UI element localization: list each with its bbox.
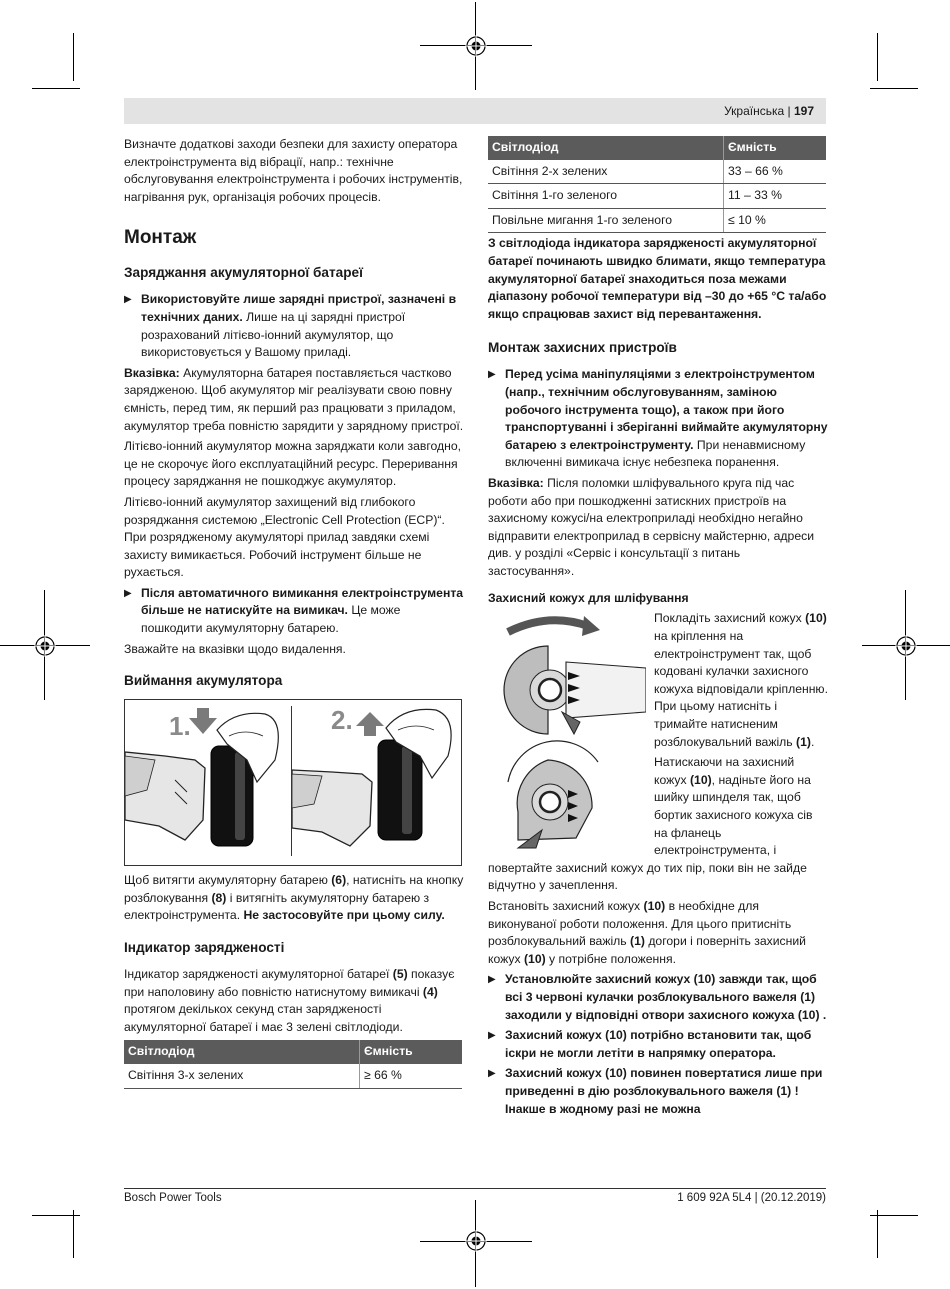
liion-paragraph-1: Літієво-іонний акумулятор можна заряджати коли завгодно, це не скорочує його експлуатаційний ресурс. Переривання процесу заряджання не пошкоджує акумулятор. xyxy=(124,439,462,489)
page-number: 197 xyxy=(793,104,814,118)
crop-mark xyxy=(877,33,878,81)
table-cell-capacity: 11 – 33 % xyxy=(724,184,827,209)
crop-mark xyxy=(73,1210,74,1258)
table-row xyxy=(488,160,826,184)
registration-target-icon xyxy=(465,1230,487,1252)
bullet-guard-cams: ▶ Установлюйте захисний кожух (10) завжди так, щоб всі 3 червоні кулачки розблокувального важеля (1) заходили у відповідні отвори захисного кожуха (10) . xyxy=(488,972,827,1022)
battery-removal-figure xyxy=(124,699,462,866)
battery-removal-step2-illustration xyxy=(292,700,461,865)
bullet-guard-rotate: ▶ Захисний кожух (10) повинен повертатися лише при приведенні в дію розблокувального важеля (1) ! Інакше в жодному разі не можна xyxy=(488,1066,823,1116)
bullet-auto-off: ▶ Після автоматичного вимикання електроінструмента більше не натискуйте на вимикач. Це може пошкодити акумуляторну батарею. xyxy=(124,585,464,636)
heading-charging: Заряджання акумуляторної батареї xyxy=(124,265,363,281)
battery-removal-step1-illustration xyxy=(125,700,291,865)
footer-rule xyxy=(124,1188,826,1189)
heading-indicator: Індикатор зарядженості xyxy=(124,940,285,956)
note-charging: Вказівка: Акумуляторна батарея поставляється частково зарядженою. Щоб акумулятор міг реалізувати свою повну ємність, перед тим, як перший раз працювати з приладом, акумулятор треба повністю зарядити у зарядному пристрої. xyxy=(124,365,464,433)
table-header-led: Світлодіод xyxy=(124,1040,360,1064)
disposal-paragraph: Зважайте на вказівки щодо видалення. xyxy=(124,641,346,656)
crop-mark xyxy=(32,88,80,89)
step-2-label: 2. xyxy=(331,705,353,736)
guard-mounting-illustration xyxy=(488,612,646,856)
capacity-table-left xyxy=(124,1040,462,1088)
table-cell-capacity: ≤ 10 % xyxy=(724,208,827,233)
table-header-capacity: Ємність xyxy=(360,1040,463,1064)
crop-mark xyxy=(877,1210,878,1258)
table-header-led: Світлодіод xyxy=(488,136,724,160)
intro-paragraph: Визначте додаткові заходи безпеки для захисту оператора електроінструмента від вібрації, напр.: технічне обслуговування електроінструмента і робочих інструментів, нагрівання рук, організація робочих процесів. xyxy=(124,137,463,204)
table-cell-led: Світіння 2-х зелених xyxy=(488,160,724,184)
bullet-triangle-icon: ▶ xyxy=(488,1068,496,1080)
bullet-triangle-icon: ▶ xyxy=(488,1030,496,1042)
registration-target-icon xyxy=(465,35,487,57)
crop-mark xyxy=(870,88,918,89)
header-bar xyxy=(124,98,826,124)
bullet-triangle-icon: ▶ xyxy=(124,294,132,306)
table-cell-led: Світіння 3-х зелених xyxy=(124,1064,360,1088)
bullet-triangle-icon: ▶ xyxy=(124,587,132,599)
crop-mark xyxy=(870,1215,918,1216)
crop-mark xyxy=(73,33,74,81)
right-column xyxy=(488,136,828,1121)
table-cell-capacity: 33 – 66 % xyxy=(724,160,827,184)
bullet-remove-battery: ▶ Перед усіма маніпуляціями з електроінструментом (напр., технічним обслуговуванням, заміною робочого інструмента тощо), а також при його транспортуванні і зберіганні виймайте акумуляторну батарею з електроінструменту. При ненавмисному включенні вимикача існує небезпека поранення. xyxy=(488,367,828,470)
table-header-row xyxy=(124,1040,462,1064)
heading-removal: Виймання акумулятора xyxy=(124,673,283,689)
table-cell-capacity: ≥ 66 % xyxy=(360,1064,463,1088)
left-column xyxy=(124,136,464,1089)
removal-paragraph: Щоб витягти акумуляторну батарею (6), натисніть на кнопку розблокування (8) і витягніть акумуляторну батарею з електроінструмента. Не застосовуйте при цьому силу. xyxy=(124,873,464,923)
bullet-guard-sparks: ▶ Захисний кожух (10) потрібно встановити так, щоб іскри не могли летіти в напрямку оператора. xyxy=(488,1028,812,1060)
table-cell-led: Повільне мигання 1-го зеленого xyxy=(488,208,724,233)
guard-paragraph-2: Натискаючи на захисний кожух (10), надіньте його на шийку шпинделя так, щоб бортик захисного кожуха сів на фланець електроінструмента, і повертайте захисний кожух до тих пір, поки він не зайде відчутно у зачеплення. xyxy=(488,755,813,893)
registration-target-icon xyxy=(895,635,917,657)
table-row xyxy=(488,208,826,233)
guard-paragraph-3: Встановіть захисний кожух (10) в необхідне для виконуваної роботи положення. Для цього притисніть розблокувальний важіль (1) догори і поверніть захисний кожух (10) у потрібне положення. xyxy=(488,898,806,966)
table-header-row xyxy=(488,136,826,160)
capacity-table-right xyxy=(488,136,826,233)
bullet-triangle-icon: ▶ xyxy=(488,369,496,381)
blink-warning: З світлодіода індикатора зарядженості акумуляторної батареї починають швидко блимати, якщо температура акумуляторної батареї знаходиться поза межами діапазону робочої температури від –30 до +65 °C та/або якщо спрацював захист від перевантаження. xyxy=(488,236,827,321)
heading-guard-grinding: Захисний кожух для шліфування xyxy=(488,591,689,606)
table-row xyxy=(124,1064,462,1088)
liion-paragraph-2: Літієво-іонний акумулятор захищений від глибокого розряджання системою „Electronic Cell Protection (ECP)“. При розрядженому акумуляторі прилад завдяки схемі захисту вимикається. Робочий інструмент більше не рухається. xyxy=(124,494,445,580)
bullet-triangle-icon: ▶ xyxy=(488,974,496,986)
footer-doc-id: 1 609 92A 5L4 | (20.12.2019) xyxy=(677,1192,826,1204)
indicator-paragraph: Індикатор зарядженості акумуляторної батареї (5) показує при наполовину або повністю натиснутому вимикачі (4) протягом декількох секунд стан зарядженості акумуляторної батареї і має 3 зелені світлодіоди. xyxy=(124,967,455,1034)
footer-brand: Bosch Power Tools xyxy=(124,1192,222,1204)
registration-target-icon xyxy=(34,635,56,657)
page-header: Українська | 197 xyxy=(724,104,814,118)
heading-guards: Монтаж захисних пристроїв xyxy=(488,340,677,356)
table-row xyxy=(488,184,826,209)
table-header-capacity: Ємність xyxy=(724,136,827,160)
bullet-chargers: ▶ Використовуйте лише зарядні пристрої, зазначені в технічних даних. Лише на ці зарядні пристрої розрахований літієво-іонний акумулятор, що використовується у Вашому приладі. xyxy=(124,292,457,360)
crop-mark xyxy=(32,1215,80,1216)
note-guards: Вказівка: Після поломки шліфувального круга під час роботи або при пошкодженні затискних пристроїв на захисному кожусі/на електроприладі необхідно негайно відправити електроприлад в сервісну майстерню, адреси див. у розділі «Сервіс і консультації з питань застосування». xyxy=(488,475,814,578)
guard-paragraph-1: Покладіть захисний кожух (10) на кріплення на електроінструмент так, щоб кодовані кулачки захисного кожуха відповідали кріпленню. При цьому натисніть і тримайте натисненим розблокувальний важіль (1). xyxy=(654,611,828,749)
header-language: Українська xyxy=(724,104,785,118)
table-cell-led: Світіння 1-го зеленого xyxy=(488,184,724,209)
step-1-label: 1. xyxy=(169,711,191,742)
heading-montazh: Монтаж xyxy=(124,227,197,249)
